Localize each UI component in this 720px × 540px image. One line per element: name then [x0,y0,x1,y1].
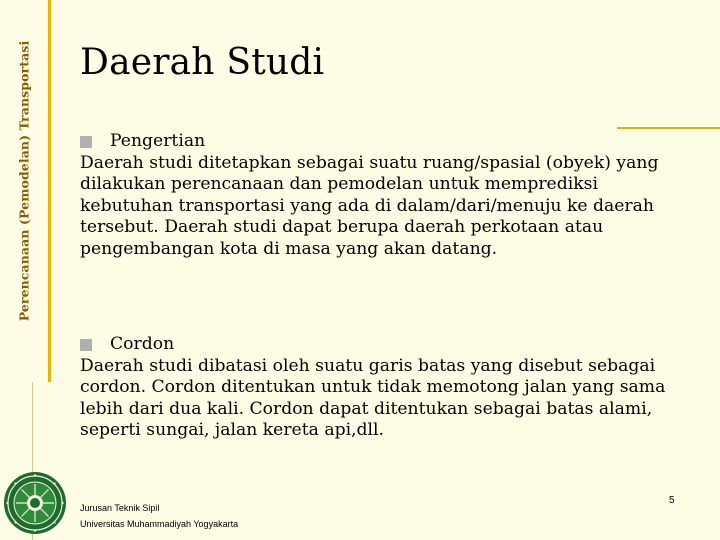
section-heading-row [80,334,690,356]
page-number: 5 [669,495,675,506]
square-bullet-icon [80,339,92,351]
square-bullet-icon [80,136,92,148]
sidebar-title: Perencanaan (Pemodelan) Transportasi [16,40,32,322]
accent-bar [48,0,51,382]
footer-department: Jurusan Teknik Sipil [80,503,160,513]
university-seal-icon [2,470,68,536]
sidebar [0,0,49,382]
section-heading: Pengertian [110,131,206,151]
section-body: Daerah studi ditetapkan sebagai suatu ruang/spasial (obyek) yang dilakukan perencanaan dan pemodelan untuk memprediksi kebutuhan transportasi yang ada di dalam/dari/menuju ke daerah tersebut. Daerah studi dapat berupa daerah perkotaan atau pengembangan kota di masa yang akan datang. [80,152,659,259]
title-rule [617,127,720,129]
section-cordon [80,334,690,442]
section-heading-row [80,131,690,153]
section-heading: Cordon [110,334,175,354]
page-title: Daerah Studi [80,42,325,83]
section-pengertian [80,131,690,260]
footer-university: Universitas Muhammadiyah Yogyakarta [80,519,239,529]
section-body: Daerah studi dibatasi oleh suatu garis batas yang disebut sebagai cordon. Cordon ditentukan untuk tidak memotong jalan yang sama lebih dari dua kali. Cordon dapat ditentukan sebagai batas alami, seperti sungai, jalan kereta api,dll. [80,355,666,440]
